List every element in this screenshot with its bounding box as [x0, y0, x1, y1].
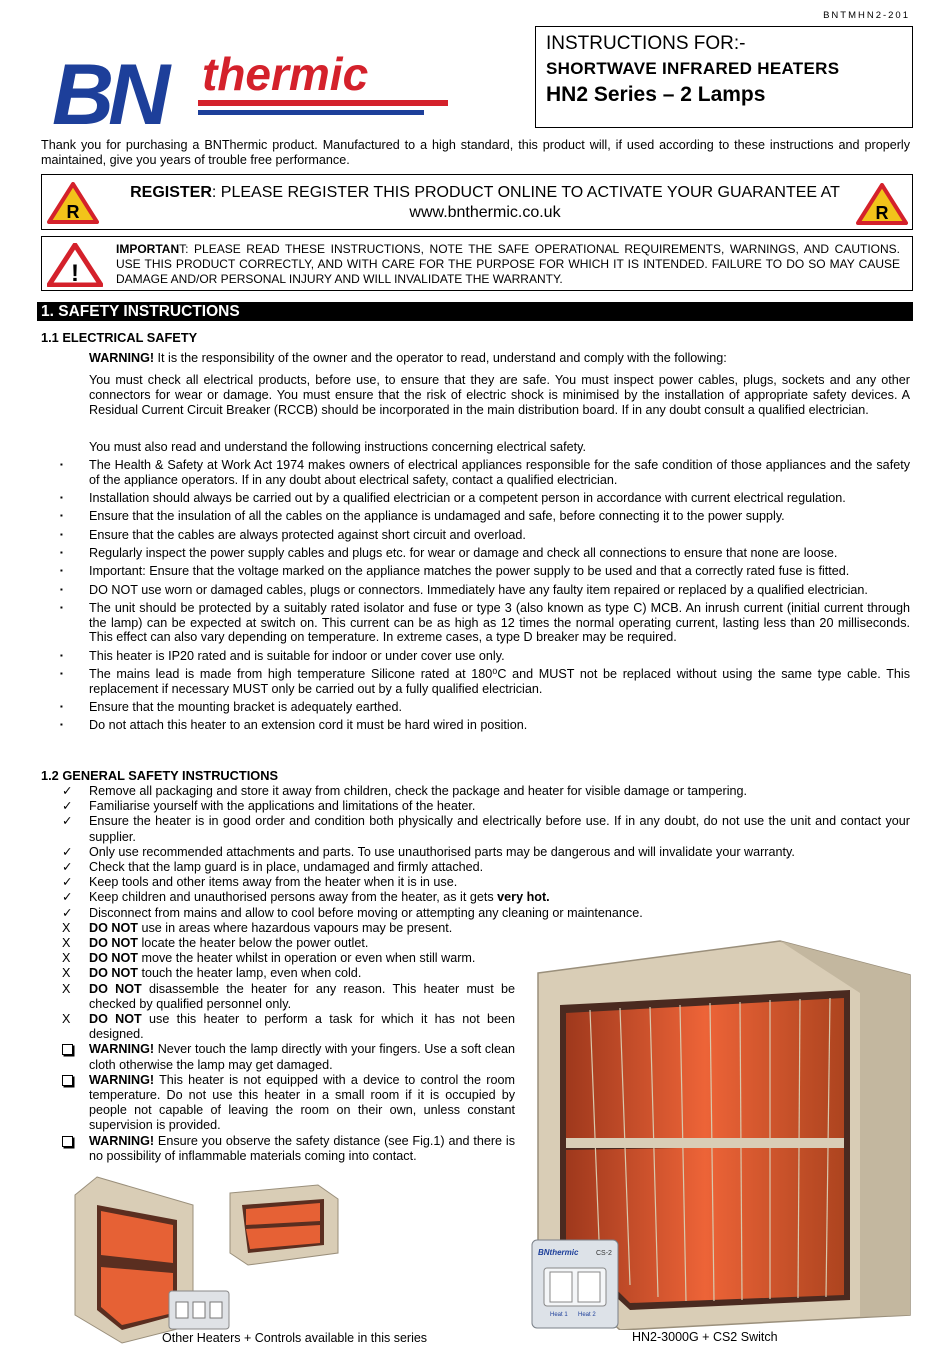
- check-icon: ✓: [62, 890, 73, 905]
- check-icon: ✓: [62, 905, 73, 920]
- checkbox-icon: [62, 1042, 73, 1059]
- list-item: ▪ The mains lead is made from high temperature Silicone rated at 180⁰C and MUST not be replaced without using the same type cable. This replacement if necessary MUST only be carried out by a fully qualified electrician.: [60, 667, 910, 696]
- register-url[interactable]: www.bnthermic.co.uk: [409, 204, 561, 221]
- list-item: ▪ Installation should always be carried out by a qualified electrician or a competent person in accordance with current electrical regulation.: [60, 491, 846, 506]
- caption-hn2-3000g: HN2-3000G + CS2 Switch: [632, 1330, 778, 1344]
- list-item: ▪ The unit should be protected by a suitably rated isolator and fuse or type 3 (also known as type C) MCB. An inrush current (initial current through the lamp) can be expected at switch on. This current can be as high as 12 times the normal operating current, lasting less than 20 milliseconds. This effect can also vary depending on temperature. In extreme cases, a type D breaker may be required.: [60, 600, 910, 645]
- list-item: ▪ The Health & Safety at Work Act 1974 makes owners of electrical appliances responsible for the safe condition of those appliances and the safety of the appliance operators. If in any doubt about electrical safety, contact a qualified electrician.: [60, 458, 910, 487]
- electrical-paragraph-2: You must also read and understand the following instructions concerning electrical safety.: [89, 440, 587, 454]
- bnthermic-logo: [52, 46, 457, 136]
- list-item: WARNING! Never touch the lamp directly with your fingers. Use a soft clean cloth otherwise the lamp may get damaged.: [60, 1042, 515, 1072]
- list-item: ▪ Ensure that the cables are always protected against short circuit and overload.: [60, 527, 526, 542]
- register-warning-icon: [47, 182, 99, 224]
- x-icon: X: [62, 936, 71, 951]
- important-notice-text: [116, 242, 900, 287]
- list-item: X DO NOT move the heater whilst in operation or even when still warm.: [62, 951, 476, 966]
- check-icon: ✓: [62, 844, 73, 859]
- check-icon: ✓: [62, 875, 73, 890]
- list-item: ▪ Regularly inspect the power supply cables and plugs etc. for wear or damage and check all connections to ensure that none are loose.: [60, 545, 838, 560]
- product-type-title: SHORTWAVE INFRARED HEATERS: [546, 59, 840, 78]
- heater-horizontal-image: [228, 1183, 340, 1268]
- important-label: IMPORTAN: [116, 242, 180, 256]
- checkbox-icon: [62, 1073, 73, 1090]
- list-item: X DO NOT use this heater to perform a task for which it has not been designed.: [62, 1012, 515, 1042]
- electrical-bullet-list: [60, 458, 910, 737]
- register-label: REGISTER: [130, 184, 212, 201]
- list-item: ▪ Do not attach this heater to an extension cord it must be hard wired in position.: [60, 718, 528, 733]
- list-item: ✓ Ensure the heater is in good order and condition both physically and electrically before use. If in any doubt, do not use the unit and contact your supplier.: [62, 814, 910, 844]
- electrical-paragraph-1: You must check all electrical products, before use, to ensure that they are safe. You must inspect power cables, plugs, sockets and any other connectors for wear or damage. You must ensure that the risk of electric shock is minimised by the installation of appropriate safety devices. A Residual Current Circuit Breaker (RCCB) should be incorporated in the main distribution board. If in any doubt consult a qualified electrician.: [89, 373, 910, 417]
- list-item: ▪ This heater is IP20 rated and is suitable for indoor or under cover use only.: [60, 648, 505, 663]
- cs2-switch-image: [530, 1238, 620, 1330]
- series-title: HN2 Series – 2 Lamps: [546, 83, 766, 106]
- subsection-heading-electrical: 1.1 ELECTRICAL SAFETY: [41, 330, 198, 345]
- svg-text:!: !: [71, 260, 79, 287]
- register-notice-text: [120, 183, 850, 223]
- switch-model-text: CS-2: [596, 1250, 612, 1257]
- x-icon: X: [62, 981, 71, 996]
- list-item: WARNING! Ensure you observe the safety distance (see Fig.1) and there is no possibility of inflammable materials coming into contact.: [60, 1134, 515, 1164]
- x-icon: X: [62, 1012, 71, 1027]
- list-item: ✓ Familiarise yourself with the applications and limitations of the heater.: [62, 799, 476, 814]
- logo-thermic-text: thermic: [202, 48, 369, 100]
- section-heading-safety: 1. SAFETY INSTRUCTIONS: [37, 302, 913, 321]
- intro-paragraph: Thank you for purchasing a BNThermic product. Manufactured to a high standard, this product will, if used according to these instructions and properly maintained, give you years of trouble free performance.: [41, 138, 910, 167]
- subsection-heading-general: 1.2 GENERAL SAFETY INSTRUCTIONS: [41, 768, 279, 783]
- svg-text:R: R: [875, 203, 889, 223]
- svg-text:R: R: [66, 202, 80, 222]
- exclamation-warning-icon: [47, 243, 103, 287]
- x-icon: X: [62, 920, 71, 935]
- triple-switch-control-image: [168, 1290, 230, 1330]
- instructions-title-box: [535, 26, 913, 128]
- important-message: T: PLEASE READ THESE INSTRUCTIONS, NOTE THE SAFE OPERATIONAL REQUIREMENTS, WARNINGS, AND CAUTIONS. USE THIS PRODUCT CORRECTLY, AND WITH CARE FOR THE PURPOSE FOR WHICH IT IS INTENDED. FAILURE TO DO SO MAY CAUSE DAMAGE AND/OR PERSONAL INJURY AND WILL INVALIDATE THE WARRANTY.: [116, 242, 900, 286]
- register-warning-icon-right: [856, 183, 908, 225]
- caption-other-heaters: Other Heaters + Controls available in this series: [162, 1331, 428, 1345]
- list-item: X DO NOT use in areas where hazardous vapours may be present.: [62, 920, 453, 935]
- switch-label-heat1: Heat 1: [550, 1312, 568, 1318]
- list-item: ✓ Keep tools and other items away from the heater when it is in use.: [62, 875, 458, 890]
- list-item: ✓ Disconnect from mains and allow to cool before moving or attempting any cleaning or maintenance.: [62, 905, 643, 920]
- list-item: X DO NOT locate the heater below the power outlet.: [62, 936, 369, 951]
- register-message: : PLEASE REGISTER THIS PRODUCT ONLINE TO ACTIVATE YOUR GUARANTEE AT: [211, 184, 840, 201]
- x-icon: X: [62, 951, 71, 966]
- document-reference: BNTMHN2-201: [823, 10, 910, 21]
- warning-label: WARNING!: [89, 351, 155, 365]
- logo-bn-text: BN: [52, 47, 165, 136]
- list-item: X DO NOT touch the heater lamp, even when cold.: [62, 966, 362, 981]
- check-icon: ✓: [62, 814, 73, 829]
- list-item: ▪ Ensure that the insulation of all the cables on the appliance is undamaged and safe, before connecting it to the power supply.: [60, 509, 785, 524]
- x-icon: X: [62, 966, 71, 981]
- list-item: ▪ Important: Ensure that the voltage marked on the appliance matches the power supply to be used and that a correctly rated fuse is fitted.: [60, 564, 850, 579]
- switch-label-heat2: Heat 2: [578, 1312, 596, 1318]
- list-item: WARNING! This heater is not equipped with a device to control the room temperature. Do not use this heater in a small room if it is occupied by people not capable of leaving the room on their own, unless constant supervision is provided.: [60, 1073, 515, 1134]
- check-icon: ✓: [62, 784, 73, 798]
- instructions-for-label: INSTRUCTIONS FOR:-: [546, 33, 746, 54]
- list-item: ✓ Only use recommended attachments and parts. To use unauthorised parts may be dangerous and will invalidate your warranty.: [62, 844, 795, 859]
- list-item: ▪ DO NOT use worn or damaged cables, plugs or connectors. Immediately have any faulty item repaired or replaced by a qualified electrician.: [60, 582, 868, 597]
- list-item: ✓ Remove all packaging and store it away from children, check the package and heater for visible damage or tampering.: [62, 784, 748, 798]
- list-item: ✓ Check that the lamp guard is in place, undamaged and firmly attached.: [62, 860, 484, 875]
- switch-brand-text: BNthermic: [538, 1248, 579, 1257]
- list-item: ✓ Keep children and unauthorised persons away from the heater, as it gets very hot.: [62, 890, 550, 905]
- list-item: ▪ Ensure that the mounting bracket is adequately earthed.: [60, 700, 402, 715]
- check-icon: ✓: [62, 860, 73, 875]
- list-item: X DO NOT disassemble the heater for any reason. This heater must be checked by qualified personnel only.: [62, 981, 515, 1011]
- check-icon: ✓: [62, 799, 73, 814]
- checkbox-icon: [62, 1134, 73, 1151]
- electrical-warning: [89, 351, 910, 366]
- warning-text: It is the responsibility of the owner and the operator to read, understand and comply with the following:: [154, 351, 727, 365]
